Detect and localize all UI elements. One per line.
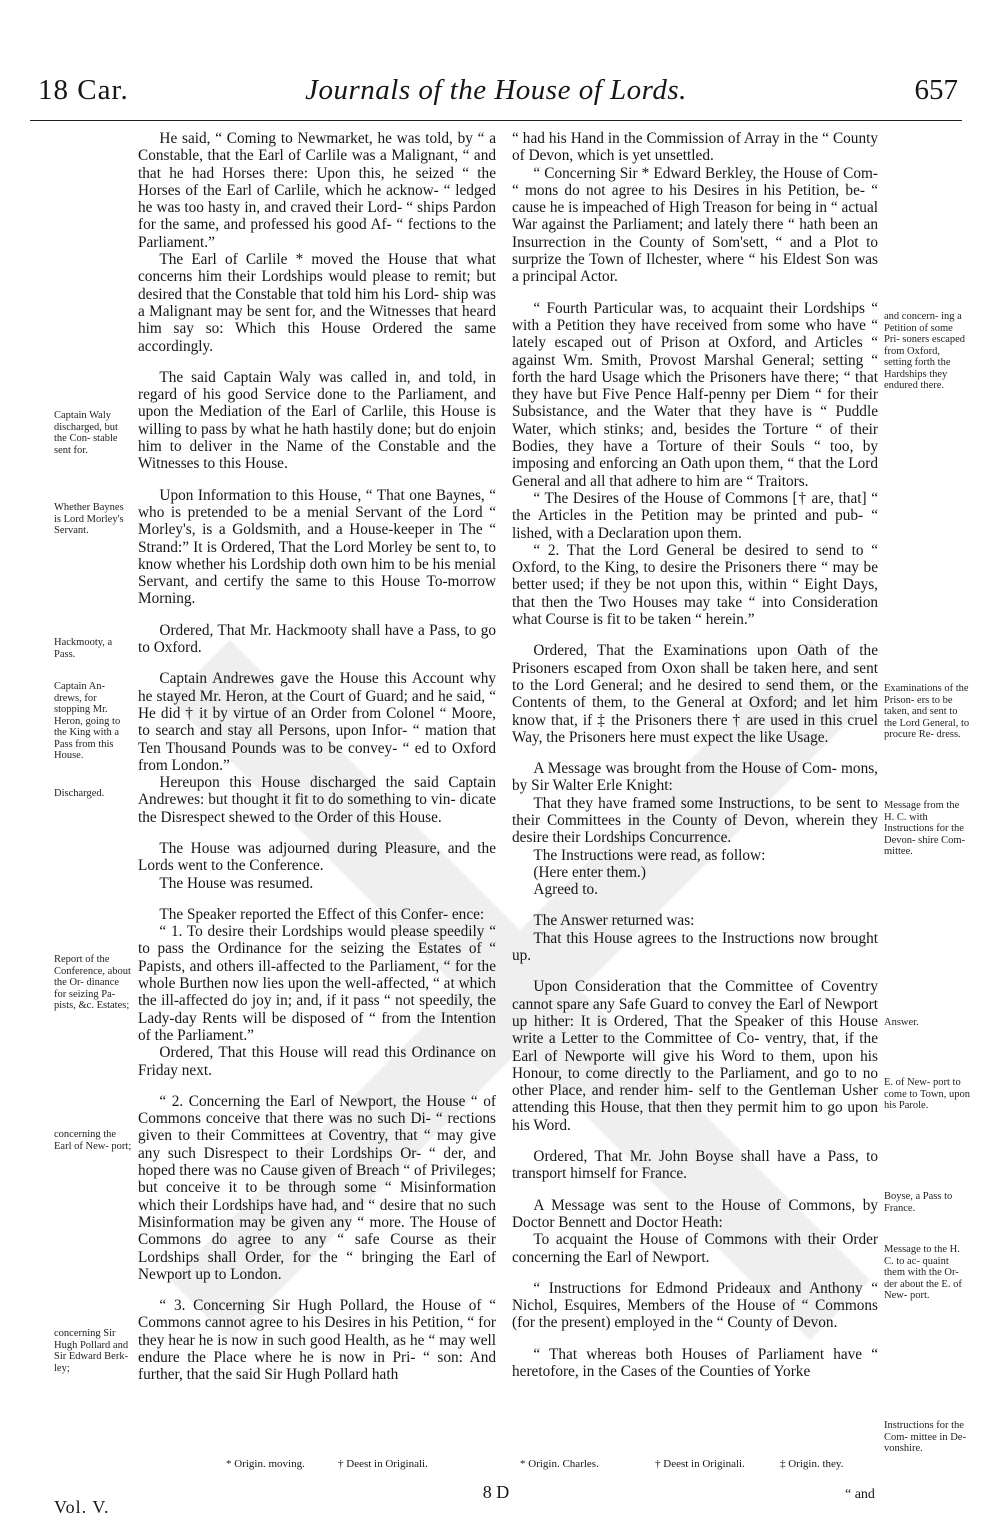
header-regnal-year: 18 Car. [38, 74, 129, 106]
paragraph: The Speaker reported the Effect of this Confer- ence: [159, 905, 485, 923]
paragraph: He said, “ Coming to Newmarket, he was told, by “ a Constable, that the Earl of Carlile was a Malignant, “ and that he had Horses there: Upon this, he seized “ the Horses of the Earl of Carlile, which he acknow- “ ledged he was too hasty in, and craved their Lord- “ ships Pardon for the same, and professed his good Af- “ fections to the Parliament.” [138, 130, 496, 251]
margin-note: Captain An- drews, for stopping Mr. Heron, going to the King with a Pass from this House. [54, 681, 121, 761]
margin-note: Hackmooty, a Pass. [54, 637, 113, 660]
margin-note: Examinations of the Prison- ers to be taken, and sent to the Lord General, to procure Re- dress. [884, 683, 970, 740]
footnote: † Deest in Originali. [655, 1458, 745, 1470]
paragraph: “ That whereas both Houses of Parliament have “ heretofore, in the Cases of the Counties of Yorke [512, 1345, 878, 1380]
margin-note: E. of New- port to come to Town, upon his Parole. [884, 1077, 970, 1111]
paragraph: Ordered, That Mr. Hackmooty shall have a Pass, to go to Oxford. [138, 621, 496, 657]
paragraph: Ordered, That this House will read this Ordinance on Friday next. [138, 1044, 496, 1079]
paragraph: A Message was brought from the House of Com- mons, by Sir Walter Erle Knight: [512, 760, 878, 795]
paragraph: “ 2. That the Lord General be desired to send to “ Oxford, to the King, to desire the Prisoners there “ may be better used; if they be not upon this, within “ Eight Days, that then the Two Houses may take “ into Consideration what Course is fit to be taken “ herein.” [512, 541, 878, 629]
margin-note: Instructions for the Com- mittee in De- vonshire. [884, 1420, 966, 1454]
header-title: Journals of the House of Lords. [305, 74, 687, 106]
paragraph: Agreed to. [533, 881, 598, 899]
paragraph: Hereupon this House discharged the said Captain Andrewes: but thought it fit to do something to vin- dicate the Disrespect shewed to the Order of this House. [138, 774, 496, 826]
footnote: ‡ Origin. they. [780, 1458, 844, 1470]
signature-mark: 8 D [482, 1482, 510, 1502]
paragraph: “ had his Hand in the Commission of Array in the “ County of Devon, which is yet unsettled. [512, 130, 878, 165]
margin-note: concerning the Earl of New- port; [54, 1129, 132, 1152]
paragraph: “ 2. Concerning the Earl of Newport, the House “ of Commons conceive that there was no such Di- “ rections given to their Committees at Coventry, that “ may give any such Disrespect to their Lordships Or- “ der, and hoped there was no Cause given of Breach “ of Privileges; but conceive it to be through some “ Misinformation which their Lordships have had, and “ desire that no such Misinformation may be given any “ more. The House of Commons do agree to any “ safe Course as their Lordships shall Order, for the “ bringing the Earl of Newport up to London. [138, 1092, 496, 1283]
left-column [138, 130, 496, 1384]
footnote: * Origin. Charles. [520, 1458, 599, 1470]
right-column [512, 130, 878, 1380]
paragraph: Upon Information to this House, “ That one Baynes, “ who is pretended to be a menial Servant of the Lord “ Morley's, is a Goldsmith, and a House-keeper in The “ Strand:” It is Ordered, That the Lord Morley be sent to, to know whether his Lordship doth own him to be his menial Servant, and certify the same to this House To-morrow Morning. [138, 486, 496, 608]
paragraph: The House was resumed. [159, 874, 314, 892]
paragraph: To acquaint the House of Commons with their Order concerning the Earl of Newport. [512, 1231, 878, 1266]
paragraph: “ Fourth Particular was, to acquaint their Lordships “ with a Petition they have received from some who have “ lately escaped out of Prison at Oxford, and Articles “ against Wm. Smith, Provost Marshal General; setting “ forth the hard Usage which the Prisoners have there; “ that they have but Five Pence Half-penny per Diem “ for their Subsistance, and the Water that they have is “ Puddle Water, which stinks; and, besides the Torture “ of their Bodies, they have a Torture of their Souls “ too, by imposing and enforcing an Oath upon them, “ that the Lord General and all that adhere to him are “ Traitors. [512, 299, 878, 490]
paragraph: A Message was sent to the House of Commons, by Doctor Bennett and Doctor Heath: [512, 1196, 878, 1231]
paragraph: “ The Desires of the House of Commons [† are, that] “ the Articles in the Petition may be printed and pub- “ lished, with a Declaration upon them. [512, 489, 878, 542]
paragraph: “ 1. To desire their Lordships would please speedily “ to pass the Ordinance for the seizing the Estates of “ Papists, and others ill-affected to the Parliament, “ for the whole Burthen now lies upon the well-affected, “ at which the ill-affected do joy in; and, if it pass “ not speedily, the Lady-day Rents will be disposed of “ from the Intention of the Parliament.” [138, 923, 496, 1044]
header-rule [30, 120, 962, 121]
margin-note: Report of the Conference, about the Or- dinance for seizing Pa- pists, &c. Estates; [54, 954, 131, 1011]
page-header [30, 68, 962, 118]
margin-note: Boyse, a Pass to France. [884, 1191, 953, 1214]
margin-note: Answer. [884, 1017, 919, 1028]
paragraph: The said Captain Waly was called in, and told, in regard of his good Service done to the Parliament, and upon the Mediation of the Earl of Carlile, this House is willing to pass by what he hath hastily done; but do enjoin him to deliver in the Name of the Constable and the Witnesses to this House. [138, 368, 496, 473]
catchword: “ and [845, 1487, 875, 1502]
paragraph: Upon Consideration that the Committee of Coventry cannot spare any Safe Guard to convey the Earl of Newport up hither: It is Ordered, That the Speaker of this House write a Letter to the Committee of Co- ventry, that, if the Earl of Newporte will give his Word to them, upon his Honour, to come directly to the Parliament, and go to no other Place, and render him- self to the Gentleman Usher attending this House, that then they permit him to go upon his Word. [512, 978, 878, 1134]
paragraph: The Answer returned was: [533, 912, 695, 930]
margin-note: Captain Waly discharged, but the Con- stable sent for. [54, 410, 118, 456]
paragraph: That they have framed some Instructions, to be sent to their Committees in the County of Devon, wherein they desire their Lordships Concurrence. [512, 794, 878, 847]
paragraph: That this House agrees to the Instructions now brought up. [512, 929, 878, 965]
paragraph: “ Concerning Sir * Edward Berkley, the House of Com- “ mons do not agree to his Desires in his Petition, be- “ cause he is impeached of High Treason for being in “ actual War against the Parliament; and lately there “ hath been an Insurrection in the County of Som'sett, “ and a Plot to surprize the Town of Ilchester, where “ his Eldest Son was a principal Actor. [512, 164, 878, 286]
paragraph: The Earl of Carlile * moved the House that what concerns him their Lordships would please to remit; but desired that the Constable that told him his Lord- ship was a Malignant may be sent for, and the Witnesses that heard him say so: Which this House Ordered the same accordingly. [138, 251, 496, 355]
paragraph: Ordered, That the Examinations upon Oath of the Prisoners escaped from Oxon shall be taken here, and sent to the Lord General; and he desired to send them, or the Contents of them, to the General at Oxford; and let him know that, if ‡ the Prisoners there † are used in this cruel Way, the Prisoners here must expect the like Usage. [512, 642, 878, 746]
volume-label: Vol. V. [54, 1497, 110, 1517]
paragraph: The House was adjourned during Pleasure, and the Lords went to the Conference. [138, 839, 496, 875]
paragraph: Captain Andrewes gave the House this Account why he stayed Mr. Heron, at the Court of Guard; and he said, “ He did † it by virtue of an Order from Colonel “ Moore, to search and stay all Persons, upon Infor- “ mation that Ten Thousand Pounds was to be convey- “ ed to Oxford from London.” [138, 670, 496, 774]
page-number: 657 [914, 74, 958, 106]
margin-note: Discharged. [54, 788, 105, 799]
footnote: † Deest in Originali. [338, 1458, 428, 1470]
paragraph: The Instructions were read, as follow: [533, 846, 766, 864]
margin-note: Message to the H. C. to ac- quaint them with the Or- der about the E. of New- port. [884, 1244, 962, 1301]
paragraph: Ordered, That Mr. John Boyse shall have a Pass, to transport himself for France. [512, 1148, 878, 1183]
margin-note: and concern- ing a Petition of some Pri- soners escaped from Oxford, setting forth the Hardships they endured there. [884, 311, 966, 391]
margin-note: Message from the H. C. with Instructions for the Devon- shire Com- mittee. [884, 800, 966, 857]
paragraph: “ 3. Concerning Sir Hugh Pollard, the House of “ Commons cannot agree to his Desires in his Petition, “ for they hear he is now in such good Health, as he “ may well endure the Place where he is now in Pri- “ son: And further, that the said Sir Hugh Pollard hath [138, 1297, 496, 1384]
margin-note: Whether Baynes is Lord Morley's Servant. [54, 502, 124, 536]
margin-note: concerning Sir Hugh Pollard and Sir Edward Berk- ley; [54, 1328, 129, 1374]
paragraph: (Here enter them.) [533, 863, 646, 881]
paragraph: “ Instructions for Edmond Prideaux and Anthony “ Nichol, Esquires, Members of the House of “ Commons (for the present) employed in the “ County of Devon. [512, 1279, 878, 1332]
footnote: * Origin. moving. [226, 1458, 305, 1470]
